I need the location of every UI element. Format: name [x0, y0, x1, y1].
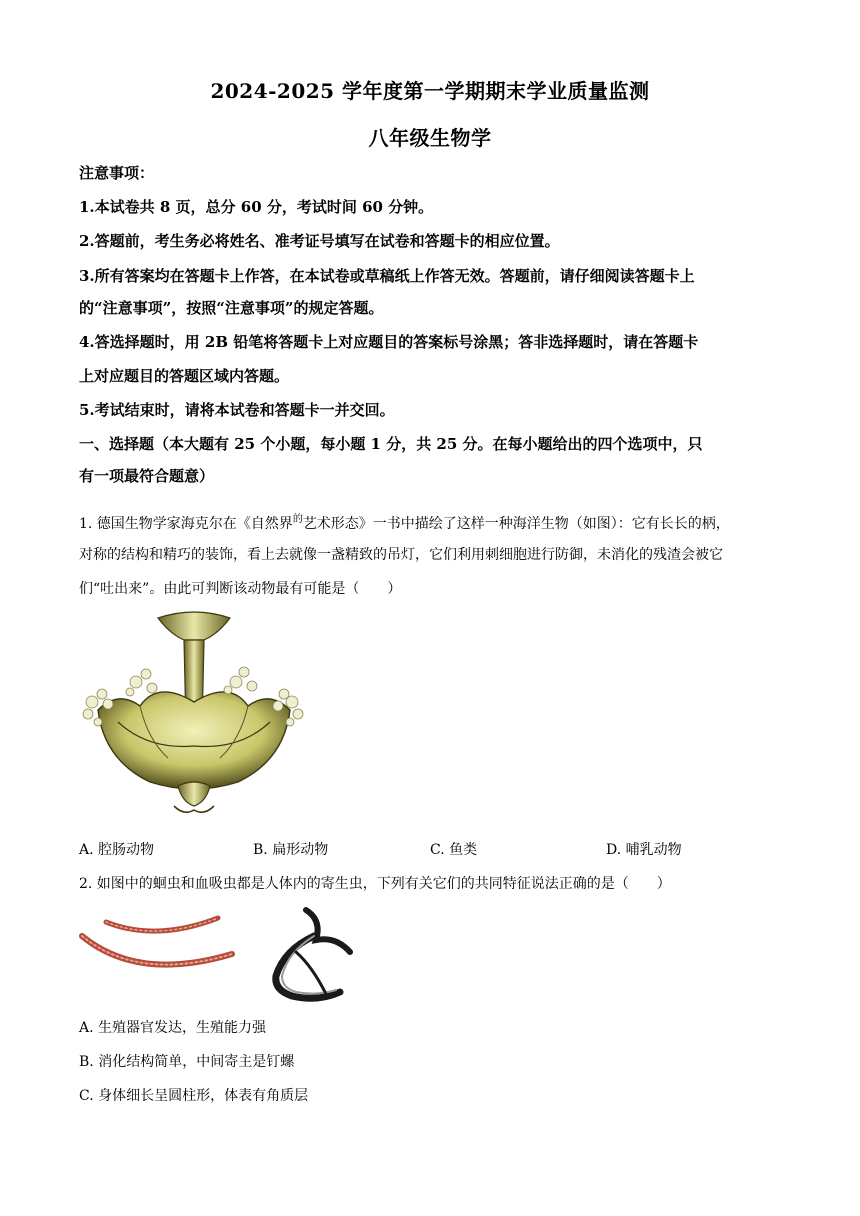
- notice-item: 2.答题前，考生务必将姓名、准考证号填写在试卷和答题卡的相应位置。: [79, 232, 560, 250]
- notice-item: 4.答选择题时，用 2B 铅笔将答题卡上对应题目的答案标号涂黑；答非选择题时，请在答题卡: [79, 333, 699, 351]
- question-1-line: 们“吐出来”。由此可判断该动物最有可能是（ ）: [79, 581, 402, 597]
- roundworm-figure: [78, 912, 238, 1004]
- notice-item: 上对应题目的答题区域内答题。: [79, 367, 290, 385]
- q1-organism-figure: [78, 610, 310, 830]
- notice-item: 1.本试卷共 8 页，总分 60 分，考试时间 60 分钟。: [79, 198, 434, 216]
- q1-option-c[interactable]: C. 鱼类: [430, 842, 478, 858]
- exam-subtitle: 八年级生物学: [368, 126, 492, 150]
- question-2-stem: 2. 如图中的蛔虫和血吸虫都是人体内的寄生虫，下列有关它们的共同特征说法正确的是（ ）: [79, 876, 671, 892]
- question-1-text: 艺术形态》一书中描绘了这样一种海洋生物（如图）：它有长长的柄，: [302, 516, 730, 532]
- notice-item: 5.考试结束时，请将本试卷和答题卡一并交回。: [79, 401, 395, 419]
- q1-option-d[interactable]: D. 哺乳动物: [606, 842, 682, 858]
- notice-item: 的“注意事项”，按照“注意事项”的规定答题。: [79, 299, 384, 317]
- notice-item: 3.所有答案均在答题卡上作答，在本试卷或草稿纸上作答无效。答题前，请仔细阅读答题卡上: [79, 267, 695, 285]
- question-1-line: 对称的结构和精巧的装饰，看上去就像一盏精致的吊灯，它们利用刺细胞进行防御，未消化的残渣会被它: [79, 547, 723, 563]
- blood-fluke-figure: [266, 906, 358, 1004]
- q2-option-a[interactable]: A. 生殖器官发达，生殖能力强: [79, 1020, 267, 1036]
- section-heading: 一、选择题（本大题有 25 个小题，每小题 1 分，共 25 分。在每小题给出的四个选项中，只: [79, 435, 703, 453]
- q1-option-a[interactable]: A. 腔肠动物: [79, 842, 155, 858]
- q2-option-c[interactable]: C. 身体细长呈圆柱形，体表有角质层: [79, 1088, 309, 1104]
- question-1-sup: 的: [292, 514, 303, 525]
- section-heading-cont: 有一项最符合题意）: [79, 467, 215, 485]
- notice-heading: 注意事项：: [79, 164, 155, 182]
- q2-option-b[interactable]: B. 消化结构简单，中间寄主是钉螺: [79, 1054, 295, 1070]
- question-1-text: 1. 德国生物学家海克尔在《自然界: [79, 516, 293, 532]
- exam-title: 2024-2025 学年度第一学期期末学业质量监测: [210, 79, 650, 103]
- question-1-line: [79, 510, 789, 534]
- q1-option-b[interactable]: B. 扁形动物: [253, 842, 329, 858]
